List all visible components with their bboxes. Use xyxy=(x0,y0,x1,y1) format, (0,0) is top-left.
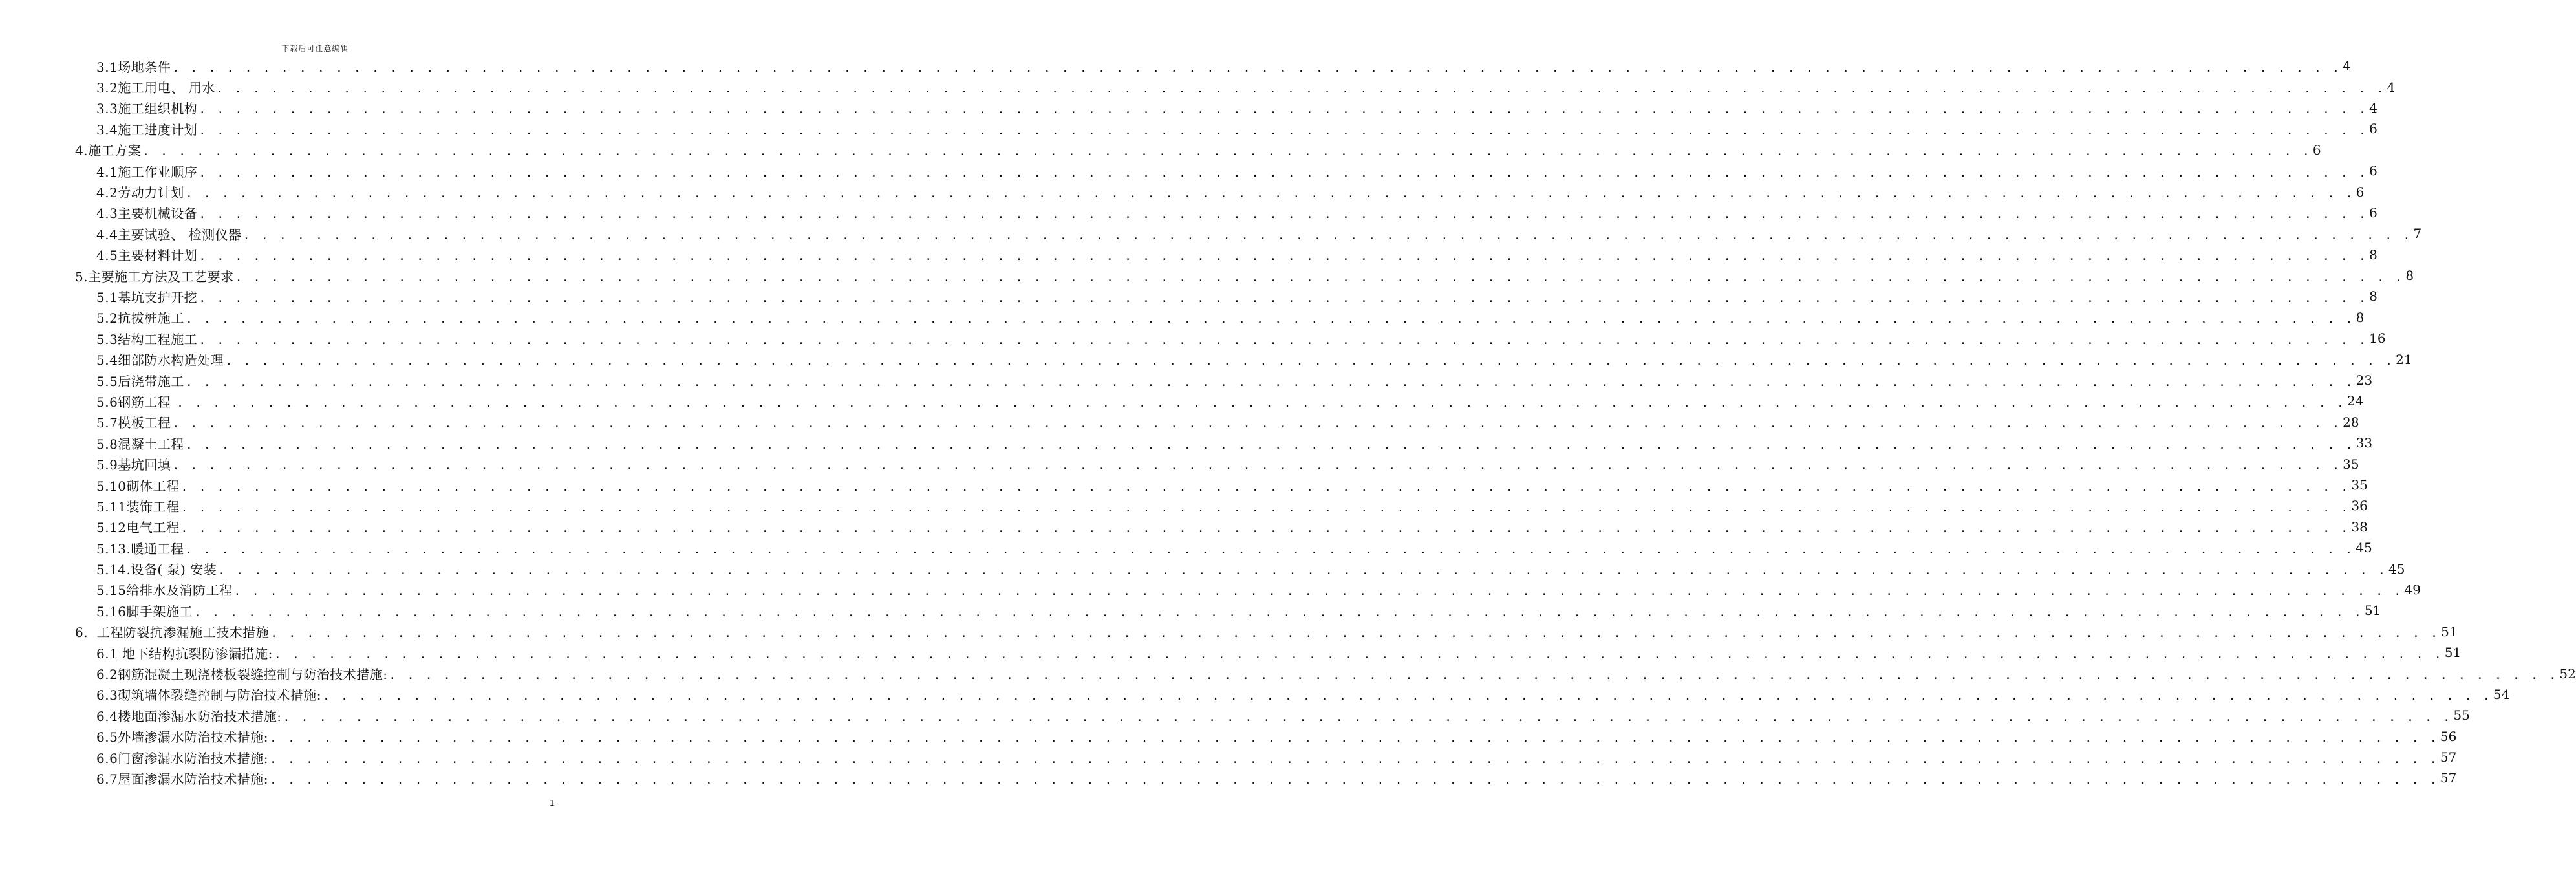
toc-dot-leader: . . . . . . . . . . . . . . . . . . . . . . . . . . . . . . . . . . . . . . . . . . . . . . . . . . . . . . . . . . . . . . . . . . . . . . . . . . . . . . . . . . . . . . . . . . . . . . . . . . . . . . . . . . . . . . . . . . . . . . . . xyxy=(389,669,2559,683)
toc-entry-title: 5.5后浇带施工 xyxy=(96,373,184,389)
toc-dot-leader: . . . . . . . . . . . . . . . . . . . . . . . . . . . . . . . . . . . . . . . . . . . . . . . . . . . . . . . . . . . . . . . . . . . . . . . . . . . . . . . . . . . . . . . . . . . . . . . . . . . . . . . . . . . . . . . . . . . . . . . . xyxy=(323,689,2492,703)
toc-entry[interactable] xyxy=(0,726,2457,747)
toc-entry-title: 5.15给排水及消防工程 xyxy=(96,583,233,599)
toc-entry[interactable] xyxy=(0,600,2381,621)
toc-dot-leader: . . . . . . . . . . . . . . . . . . . . . . . . . . . . . . . . . . . . . . . . . . . . . . . . . . . . . . . . . . . . . . . . . . . . . . . . . . . . . . . . . . . . . . . . . . . . . . . . . . . . . . . . . . . . . . . . . . . . . . . . xyxy=(185,312,2355,327)
toc-dot-leader: . . . . . . . . . . . . . . . . . . . . . . . . . . . . . . . . . . . . . . . . . . . . . . . . . . . . . . . . . . . . . . . . . . . . . . . . . . . . . . . . . . . . . . . . . . . . . . . . . . . . . . . . . . . . . . . . . . . . . . . . xyxy=(180,480,2350,494)
toc-entry-title: 6.2钢筋混凝土现浇楼板裂缝控制与防治技术措施: xyxy=(96,667,388,683)
toc-entry[interactable] xyxy=(0,160,2377,181)
toc-entry[interactable] xyxy=(0,286,2377,306)
toc-entry-title: 6.1 地下结构抗裂防渗漏措施: xyxy=(96,645,273,661)
toc-entry-title: 5.4细部防水构造处理 xyxy=(96,352,224,369)
toc-dot-leader: . . . . . . . . . . . . . . . . . . . . . . . . . . . . . . . . . . . . . . . . . . . . . . . . . . . . . . . . . . . . . . . . . . . . . . . . . . . . . . . . . . . . . . . . . . . . . . . . . . . . . . . . . . . . . . . . . . . . . . . . xyxy=(199,250,2368,264)
toc-entry-title: 5.12电气工程 xyxy=(96,520,180,536)
toc-entry-title: 4.1施工作业顺序 xyxy=(96,164,198,180)
toc-dot-leader: . . . . . . . . . . . . . . . . . . . . . . . . . . . . . . . . . . . . . . . . . . . . . . . . . . . . . . . . . . . . . . . . . . . . . . . . . . . . . . . . . . . . . . . . . . . . . . . . . . . . . . . . . . . . . . . . . . . . . . . . xyxy=(172,61,2342,75)
toc-dot-leader: . . . . . . . . . . . . . . . . . . . . . . . . . . . . . . . . . . . . . . . . . . . . . . . . . . . . . . . . . . . . . . . . . . . . . . . . . . . . . . . . . . . . . . . . . . . . . . . . . . . . . . . . . . . . . . . . . . . . . . . . xyxy=(218,564,2388,578)
toc-entry-page: 52 xyxy=(2559,665,2576,681)
toc-entry[interactable] xyxy=(0,558,2405,579)
toc-entry-title: 4.5主要材料计划 xyxy=(96,248,198,264)
toc-dot-leader: . . . . . . . . . . . . . . . . . . . . . . . . . . . . . . . . . . . . . . . . . . . . . . . . . . . . . . . . . . . . . . . . . . . . . . . . . . . . . . . . . . . . . . . . . . . . . . . . . . . . . . . . . . . . . . . . . . . . . . . . xyxy=(194,605,2363,619)
toc-entry[interactable] xyxy=(0,181,2365,202)
toc-entry-page: 45 xyxy=(2356,540,2372,556)
toc-entry-title: 5.主要施工方法及工艺要求 xyxy=(75,268,234,284)
toc-entry-title: 4.4主要试验、 检测仪器 xyxy=(96,226,242,242)
toc-dot-leader: . . . . . . . . . . . . . . . . . . . . . . . . . . . . . . . . . . . . . . . . . . . . . . . . . . . . . . . . . . . . . . . . . . . . . . . . . . . . . . . . . . . . . . . . . . . . . . . . . . . . . . . . . . . . . . . . . . . . . . . . xyxy=(180,500,2350,515)
toc-entry-page: 51 xyxy=(2441,623,2458,639)
toc-dot-leader: . . . . . . . . . . . . . . . . . . . . . . . . . . . . . . . . . . . . . . . . . . . . . . . . . . . . . . . . . . . . . . . . . . . . . . . . . . . . . . . . . . . . . . . . . . . . . . . . . . . . . . . . . . . . . . . . . . . . . . . . xyxy=(199,166,2368,180)
toc-entry[interactable] xyxy=(0,621,2458,642)
toc-entry-page: 35 xyxy=(2343,456,2359,472)
toc-dot-leader: . . . . . . . . . . . . . . . . . . . . . . . . . . . . . . . . . . . . . . . . . . . . . . . . . . . . . . . . . . . . . . . . . . . . . . . . . . . . . . . . . . . . . . . . . . . . . . . . . . . . . . . . . . . . . . . . . . . . . . . . xyxy=(185,187,2355,201)
toc-entry[interactable] xyxy=(0,642,2462,663)
toc-dot-leader: . . . . . . . . . . . . . . . . . . . . . . . . . . . . . . . . . . . . . . . . . . . . . . . . . . . . . . . . . . . . . . . . . . . . . . . . . . . . . . . . . . . . . . . . . . . . . . . . . . . . . . . . . . . . . . . . . . . . . . . . xyxy=(172,459,2342,473)
toc-entry[interactable] xyxy=(0,475,2368,495)
toc-entry-page: 49 xyxy=(2404,581,2421,597)
toc-entry[interactable] xyxy=(0,118,2377,139)
toc-entry-title: 3.3施工组织机构 xyxy=(96,101,198,117)
toc-entry-title: 4.2劳动力计划 xyxy=(96,185,184,201)
page-header: 下载后可任意编辑 xyxy=(281,44,349,53)
toc-dot-leader: . . . . . . . . . . . . . . . . . . . . . . . . . . . . . . . . . . . . . . . . . . . . . . . . . . . . . . . . . . . . . . . . . . . . . . . . . . . . . . . . . . . . . . . . . . . . . . . . . . . . . . . . . . . . . . . . . . . . . . . . xyxy=(185,375,2355,389)
toc-entry[interactable] xyxy=(0,453,2359,474)
toc-dot-leader: . . . . . . . . . . . . . . . . . . . . . . . . . . . . . . . . . . . . . . . . . . . . . . . . . . . . . . . . . . . . . . . . . . . . . . . . . . . . . . . . . . . . . . . . . . . . . . . . . . . . . . . . . . . . . . . . . . . . . . . . xyxy=(180,522,2350,536)
toc-entry-title: 6. 工程防裂抗渗漏施工技术措施 xyxy=(75,625,270,641)
toc-entry-title: 5.7模板工程 xyxy=(96,415,171,431)
toc-entry-page: 6 xyxy=(2369,163,2377,179)
toc-entry-title: 3.1场地条件 xyxy=(96,59,171,75)
toc-entry-title: 5.1基坑支护开挖 xyxy=(96,289,198,305)
toc-entry-page: 23 xyxy=(2356,372,2373,389)
toc-dot-leader: . . . . . . . . . . . . . . . . . . . . . . . . . . . . . . . . . . . . . . . . . . . . . . . . . . . . . . . . . . . . . . . . . . . . . . . . . . . . . . . . . . . . . . . . . . . . . . . . . . . . . . . . . . . . . . . . . . . . . . . . xyxy=(199,208,2368,222)
toc-entry[interactable] xyxy=(0,663,2576,683)
toc-entry-page: 4 xyxy=(2369,100,2377,116)
toc-entry-title: 6.7屋面渗漏水防治技术措施: xyxy=(96,771,269,787)
toc-entry[interactable] xyxy=(0,705,2470,725)
toc-entry-title: 5.3结构工程施工 xyxy=(96,331,198,347)
toc-entry-title: 5.16脚手架施工 xyxy=(96,603,193,619)
toc-entry[interactable] xyxy=(0,517,2368,537)
toc-dot-leader: . . . . . . . . . . . . . . . . . . . . . . . . . . . . . . . . . . . . . . . . . . . . . . . . . . . . . . . . . . . . . . . . . . . . . . . . . . . . . . . . . . . . . . . . . . . . . . . . . . . . . . . . . . . . . . . . . . . . . . . . xyxy=(216,82,2386,96)
toc-entry-title: 5.6钢筋工程 xyxy=(96,394,176,410)
toc-entry-title: 4.施工方案 xyxy=(75,143,142,159)
toc-dot-leader: . . . . . . . . . . . . . . . . . . . . . . . . . . . . . . . . . . . . . . . . . . . . . . . . . . . . . . . . . . . . . . . . . . . . . . . . . . . . . . . . . . . . . . . . . . . . . . . . . . . . . . . . . . . . . . . . . . . . . . . . xyxy=(233,585,2403,599)
toc-entry-title: 5.10砌体工程 xyxy=(96,478,180,494)
toc-entry-page: 6 xyxy=(2369,204,2377,220)
toc-entry-title: 6.6门窗渗漏水防治技术措施: xyxy=(96,750,269,766)
toc-dot-leader: . . . . . . . . . . . . . . . . . . . . . . . . . . . . . . . . . . . . . . . . . . . . . . . . . . . . . . . . . . . . . . . . . . . . . . . . . . . . . . . . . . . . . . . . . . . . . . . . . . . . . . . . . . . . . . . . . . . . . . . . xyxy=(274,647,2443,661)
toc-entry[interactable] xyxy=(0,76,2396,97)
toc-entry[interactable] xyxy=(0,495,2368,516)
toc-entry-page: 28 xyxy=(2343,414,2359,430)
toc-entry-title: 6.5外墙渗漏水防治技术措施: xyxy=(96,729,269,746)
toc-entry[interactable] xyxy=(0,433,2373,453)
toc-entry[interactable] xyxy=(0,767,2457,788)
toc-dot-leader: . . . . . . . . . . . . . . . . . . . . . . . . . . . . . . . . . . . . . . . . . . . . . . . . . . . . . . . . . . . . . . . . . . . . . . . . . . . . . . . . . . . . . . . . . . . . . . . . . . . . . . . . . . . . . . . . . . . . . . . . xyxy=(172,417,2342,431)
toc-dot-leader: . . . . . . . . . . . . . . . . . . . . . . . . . . . . . . . . . . . . . . . . . . . . . . . . . . . . . . . . . . . . . . . . . . . . . . . . . . . . . . . . . . . . . . . . . . . . . . . . . . . . . . . . . . . . . . . . . . . . . . . . xyxy=(185,542,2355,557)
toc-entry-title: 6.4楼地面渗漏水防治技术措施: xyxy=(96,708,282,724)
toc-entry[interactable] xyxy=(0,349,2412,369)
toc-entry[interactable] xyxy=(0,202,2377,223)
toc-dot-leader: . . . . . . . . . . . . . . . . . . . . . . . . . . . . . . . . . . . . . . . . . . . . . . . . . . . . . . . . . . . . . . . . . . . . . . . . . . . . . . . . . . . . . . . . . . . . . . . . . . . . . . . . . . . . . . . . . . . . . . . . xyxy=(225,354,2395,369)
toc-dot-leader: . . . . . . . . . . . . . . . . . . . . . . . . . . . . . . . . . . . . . . . . . . . . . . . . . . . . . . . . . . . . . . . . . . . . . . . . . . . . . . . . . . . . . . . . . . . . . . . . . . . . . . . . . . . . . . . . . . . . . . . . xyxy=(199,103,2368,117)
toc-entry-page: 38 xyxy=(2351,519,2368,535)
toc-entry-title: 3.4施工进度计划 xyxy=(96,122,198,138)
toc-entry-page: 57 xyxy=(2440,749,2457,766)
toc-dot-leader: . . . . . . . . . . . . . . . . . . . . . . . . . . . . . . . . . . . . . . . . . . . . . . . . . . . . . . . . . . . . . . . . . . . . . . . . . . . . . . . . . . . . . . . . . . . . . . . . . . . . . . . . . . . . . . . . . . . . . . . . xyxy=(270,731,2439,746)
toc-entry-page: 51 xyxy=(2444,645,2462,661)
toc-entry[interactable] xyxy=(0,391,2364,411)
toc-entry[interactable] xyxy=(0,244,2377,265)
toc-entry-page: 8 xyxy=(2405,268,2414,284)
toc-entry[interactable] xyxy=(0,223,2422,244)
toc-entry-page: 24 xyxy=(2347,393,2364,409)
toc-entry-page: 36 xyxy=(2351,498,2368,514)
toc-entry-title: 6.3砌筑墙体裂缝控制与防治技术措施: xyxy=(96,687,322,703)
toc-dot-leader: . . . . . . . . . . . . . . . . . . . . . . . . . . . . . . . . . . . . . . . . . . . . . . . . . . . . . . . . . . . . . . . . . . . . . . . . . . . . . . . . . . . . . . . . . . . . . . . . . . . . . . . . . . . . . . . . . . . . . . . . xyxy=(199,123,2368,138)
toc-entry[interactable] xyxy=(0,684,2510,705)
toc-entry-page: 6 xyxy=(2369,121,2377,137)
toc-entry-page: 45 xyxy=(2388,561,2405,577)
toc-dot-leader: . . . . . . . . . . . . . . . . . . . . . . . . . . . . . . . . . . . . . . . . . . . . . . . . . . . . . . . . . . . . . . . . . . . . . . . . . . . . . . . . . . . . . . . . . . . . . . . . . . . . . . . . . . . . . . . . . . . . . . . . xyxy=(199,291,2368,305)
toc-entry-title: 5.11装饰工程 xyxy=(96,499,180,515)
toc-dot-leader: . . . . . . . . . . . . . . . . . . . . . . . . . . . . . . . . . . . . . . . . . . . . . . . . . . . . . . . . . . . . . . . . . . . . . . . . . . . . . . . . . . . . . . . . . . . . . . . . . . . . . . . . . . . . . . . . . . . . . . . . xyxy=(177,396,2346,410)
toc-entry[interactable] xyxy=(0,370,2373,391)
toc-entry[interactable] xyxy=(0,328,2386,349)
toc-entry[interactable] xyxy=(0,537,2372,558)
toc-dot-leader: . . . . . . . . . . . . . . . . . . . . . . . . . . . . . . . . . . . . . . . . . . . . . . . . . . . . . . . . . . . . . . . . . . . . . . . . . . . . . . . . . . . . . . . . . . . . . . . . . . . . . . . . . . . . . . . . . . . . . . . . xyxy=(142,145,2312,159)
toc-entry-page: 8 xyxy=(2356,309,2365,325)
toc-entry[interactable] xyxy=(0,412,2359,433)
toc-dot-leader: . . . . . . . . . . . . . . . . . . . . . . . . . . . . . . . . . . . . . . . . . . . . . . . . . . . . . . . . . . . . . . . . . . . . . . . . . . . . . . . . . . . . . . . . . . . . . . . . . . . . . . . . . . . . . . . . . . . . . . . . xyxy=(199,333,2368,347)
toc-entry-page: 4 xyxy=(2387,79,2396,95)
toc-entry-page: 8 xyxy=(2369,288,2377,305)
toc-dot-leader: . . . . . . . . . . . . . . . . . . . . . . . . . . . . . . . . . . . . . . . . . . . . . . . . . . . . . . . . . . . . . . . . . . . . . . . . . . . . . . . . . . . . . . . . . . . . . . . . . . . . . . . . . . . . . . . . . . . . . . . . xyxy=(270,627,2440,641)
toc-entry-title: 5.9基坑回填 xyxy=(96,457,171,473)
toc-entry-page: 21 xyxy=(2396,351,2412,367)
toc-dot-leader: . . . . . . . . . . . . . . . . . . . . . . . . . . . . . . . . . . . . . . . . . . . . . . . . . . . . . . . . . . . . . . . . . . . . . . . . . . . . . . . . . . . . . . . . . . . . . . . . . . . . . . . . . . . . . . . . . . . . . . . . xyxy=(235,270,2405,284)
toc-entry-page: 55 xyxy=(2453,707,2470,724)
toc-entry-page: 56 xyxy=(2440,728,2457,744)
toc-entry-page: 6 xyxy=(2312,142,2321,158)
toc-entry-page: 54 xyxy=(2493,686,2510,702)
toc-entry-page: 7 xyxy=(2413,226,2422,242)
toc-entry-title: 4.3主要机械设备 xyxy=(96,206,198,222)
toc-entry-title: 5.14.设备( 泵) 安装 xyxy=(96,562,217,578)
toc-entry-page: 8 xyxy=(2369,246,2377,263)
toc-entry-title: 5.8混凝土工程 xyxy=(96,436,184,452)
toc-entry[interactable] xyxy=(0,265,2414,286)
toc-entry[interactable] xyxy=(0,140,2321,160)
toc-dot-leader: . . . . . . . . . . . . . . . . . . . . . . . . . . . . . . . . . . . . . . . . . . . . . . . . . . . . . . . . . . . . . . . . . . . . . . . . . . . . . . . . . . . . . . . . . . . . . . . . . . . . . . . . . . . . . . . . . . . . . . . . xyxy=(283,710,2453,724)
toc-entry[interactable] xyxy=(0,747,2457,767)
table-of-contents xyxy=(0,56,2576,789)
toc-entry-title: 5.13.暖通工程 xyxy=(96,541,184,557)
toc-dot-leader: . . . . . . . . . . . . . . . . . . . . . . . . . . . . . . . . . . . . . . . . . . . . . . . . . . . . . . . . . . . . . . . . . . . . . . . . . . . . . . . . . . . . . . . . . . . . . . . . . . . . . . . . . . . . . . . . . . . . . . . . xyxy=(185,438,2355,452)
toc-entry[interactable] xyxy=(0,307,2365,328)
toc-dot-leader: . . . . . . . . . . . . . . . . . . . . . . . . . . . . . . . . . . . . . . . . . . . . . . . . . . . . . . . . . . . . . . . . . . . . . . . . . . . . . . . . . . . . . . . . . . . . . . . . . . . . . . . . . . . . . . . . . . . . . . . . xyxy=(270,752,2439,766)
toc-entry-page: 35 xyxy=(2351,477,2368,493)
toc-dot-leader: . . . . . . . . . . . . . . . . . . . . . . . . . . . . . . . . . . . . . . . . . . . . . . . . . . . . . . . . . . . . . . . . . . . . . . . . . . . . . . . . . . . . . . . . . . . . . . . . . . . . . . . . . . . . . . . . . . . . . . . . xyxy=(270,773,2439,787)
toc-dot-leader: . . . . . . . . . . . . . . . . . . . . . . . . . . . . . . . . . . . . . . . . . . . . . . . . . . . . . . . . . . . . . . . . . . . . . . . . . . . . . . . . . . . . . . . . . . . . . . . . . . . . . . . . . . . . . . . . . . . . . . . . xyxy=(242,228,2412,242)
toc-entry-page: 57 xyxy=(2440,770,2457,786)
toc-entry-title: 3.2施工用电、 用水 xyxy=(96,80,215,96)
page-number: 1 xyxy=(550,799,555,808)
toc-entry[interactable] xyxy=(0,98,2377,118)
toc-entry-page: 4 xyxy=(2343,58,2351,74)
toc-entry-page: 16 xyxy=(2369,330,2386,347)
toc-entry[interactable] xyxy=(0,56,2351,76)
toc-entry-page: 33 xyxy=(2356,435,2373,451)
toc-entry-page: 6 xyxy=(2356,184,2365,200)
toc-entry-title: 5.2抗拔桩施工 xyxy=(96,310,184,327)
toc-entry[interactable] xyxy=(0,579,2421,600)
toc-entry-page: 51 xyxy=(2364,603,2381,619)
